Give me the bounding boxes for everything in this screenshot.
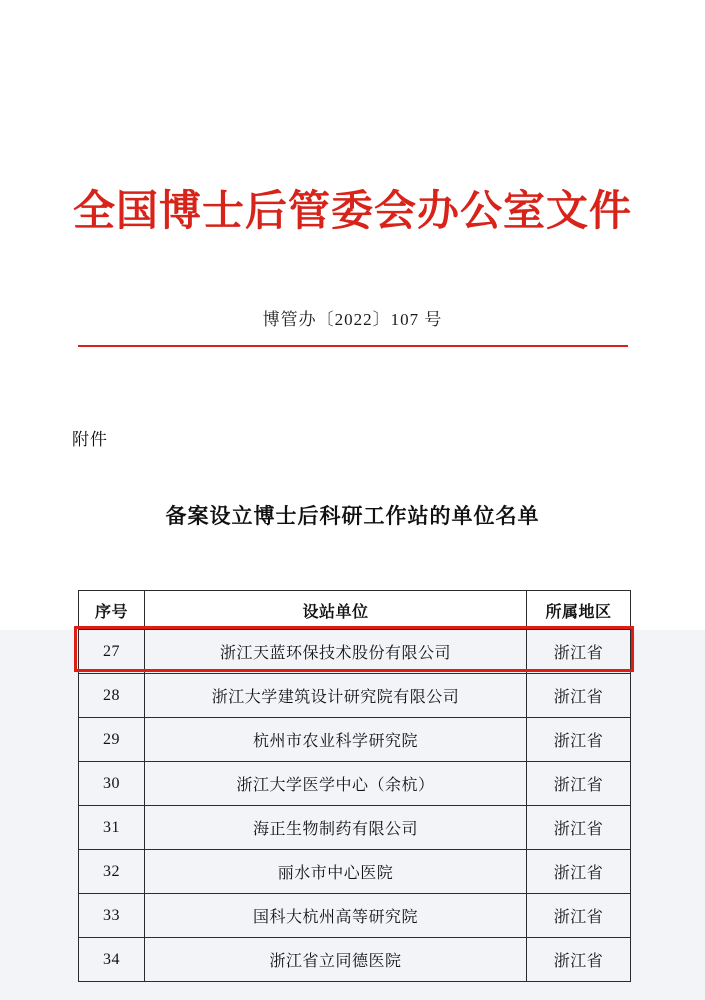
page-title: 全国博士后管委会办公室文件 xyxy=(72,186,632,235)
cell-no: 31 xyxy=(79,806,145,850)
cell-no: 30 xyxy=(79,762,145,806)
cell-region: 浙江省 xyxy=(527,718,631,762)
cell-no: 34 xyxy=(79,938,145,982)
table-row xyxy=(79,630,631,674)
cell-region: 浙江省 xyxy=(527,762,631,806)
cell-unit: 国科大杭州高等研究院 xyxy=(145,894,527,938)
cell-no: 29 xyxy=(79,718,145,762)
column-header-region: 所属地区 xyxy=(527,591,631,630)
table-row xyxy=(79,806,631,850)
unit-list-table xyxy=(78,590,631,982)
cell-unit: 浙江省立同德医院 xyxy=(145,938,527,982)
column-header-no: 序号 xyxy=(79,591,145,630)
red-divider-rule xyxy=(78,345,628,347)
table-body xyxy=(79,630,631,982)
table-row xyxy=(79,938,631,982)
cell-unit: 杭州市农业科学研究院 xyxy=(145,718,527,762)
table-row xyxy=(79,762,631,806)
table-row xyxy=(79,718,631,762)
cell-unit: 浙江大学建筑设计研究院有限公司 xyxy=(145,674,527,718)
cell-region: 浙江省 xyxy=(527,630,631,674)
cell-region: 浙江省 xyxy=(527,674,631,718)
cell-region: 浙江省 xyxy=(527,806,631,850)
column-header-unit: 设站单位 xyxy=(145,591,527,630)
list-title: 备案设立博士后科研工作站的单位名单 xyxy=(165,503,540,528)
cell-no: 27 xyxy=(79,630,145,674)
cell-unit: 浙江大学医学中心（余杭） xyxy=(145,762,527,806)
cell-region: 浙江省 xyxy=(527,850,631,894)
table-row xyxy=(79,894,631,938)
cell-region: 浙江省 xyxy=(527,938,631,982)
cell-region: 浙江省 xyxy=(527,894,631,938)
table-header-row xyxy=(79,591,631,630)
cell-unit: 海正生物制药有限公司 xyxy=(145,806,527,850)
unit-list-table-wrapper xyxy=(78,590,630,982)
attachment-label: 附件 xyxy=(72,430,108,449)
cell-no: 28 xyxy=(79,674,145,718)
table-row xyxy=(79,850,631,894)
cell-no: 32 xyxy=(79,850,145,894)
cell-unit: 丽水市中心医院 xyxy=(145,850,527,894)
cell-unit: 浙江天蓝环保技术股份有限公司 xyxy=(145,630,527,674)
table-row xyxy=(79,674,631,718)
cell-no: 33 xyxy=(79,894,145,938)
document-number: 博管办〔2022〕107 号 xyxy=(262,310,443,329)
